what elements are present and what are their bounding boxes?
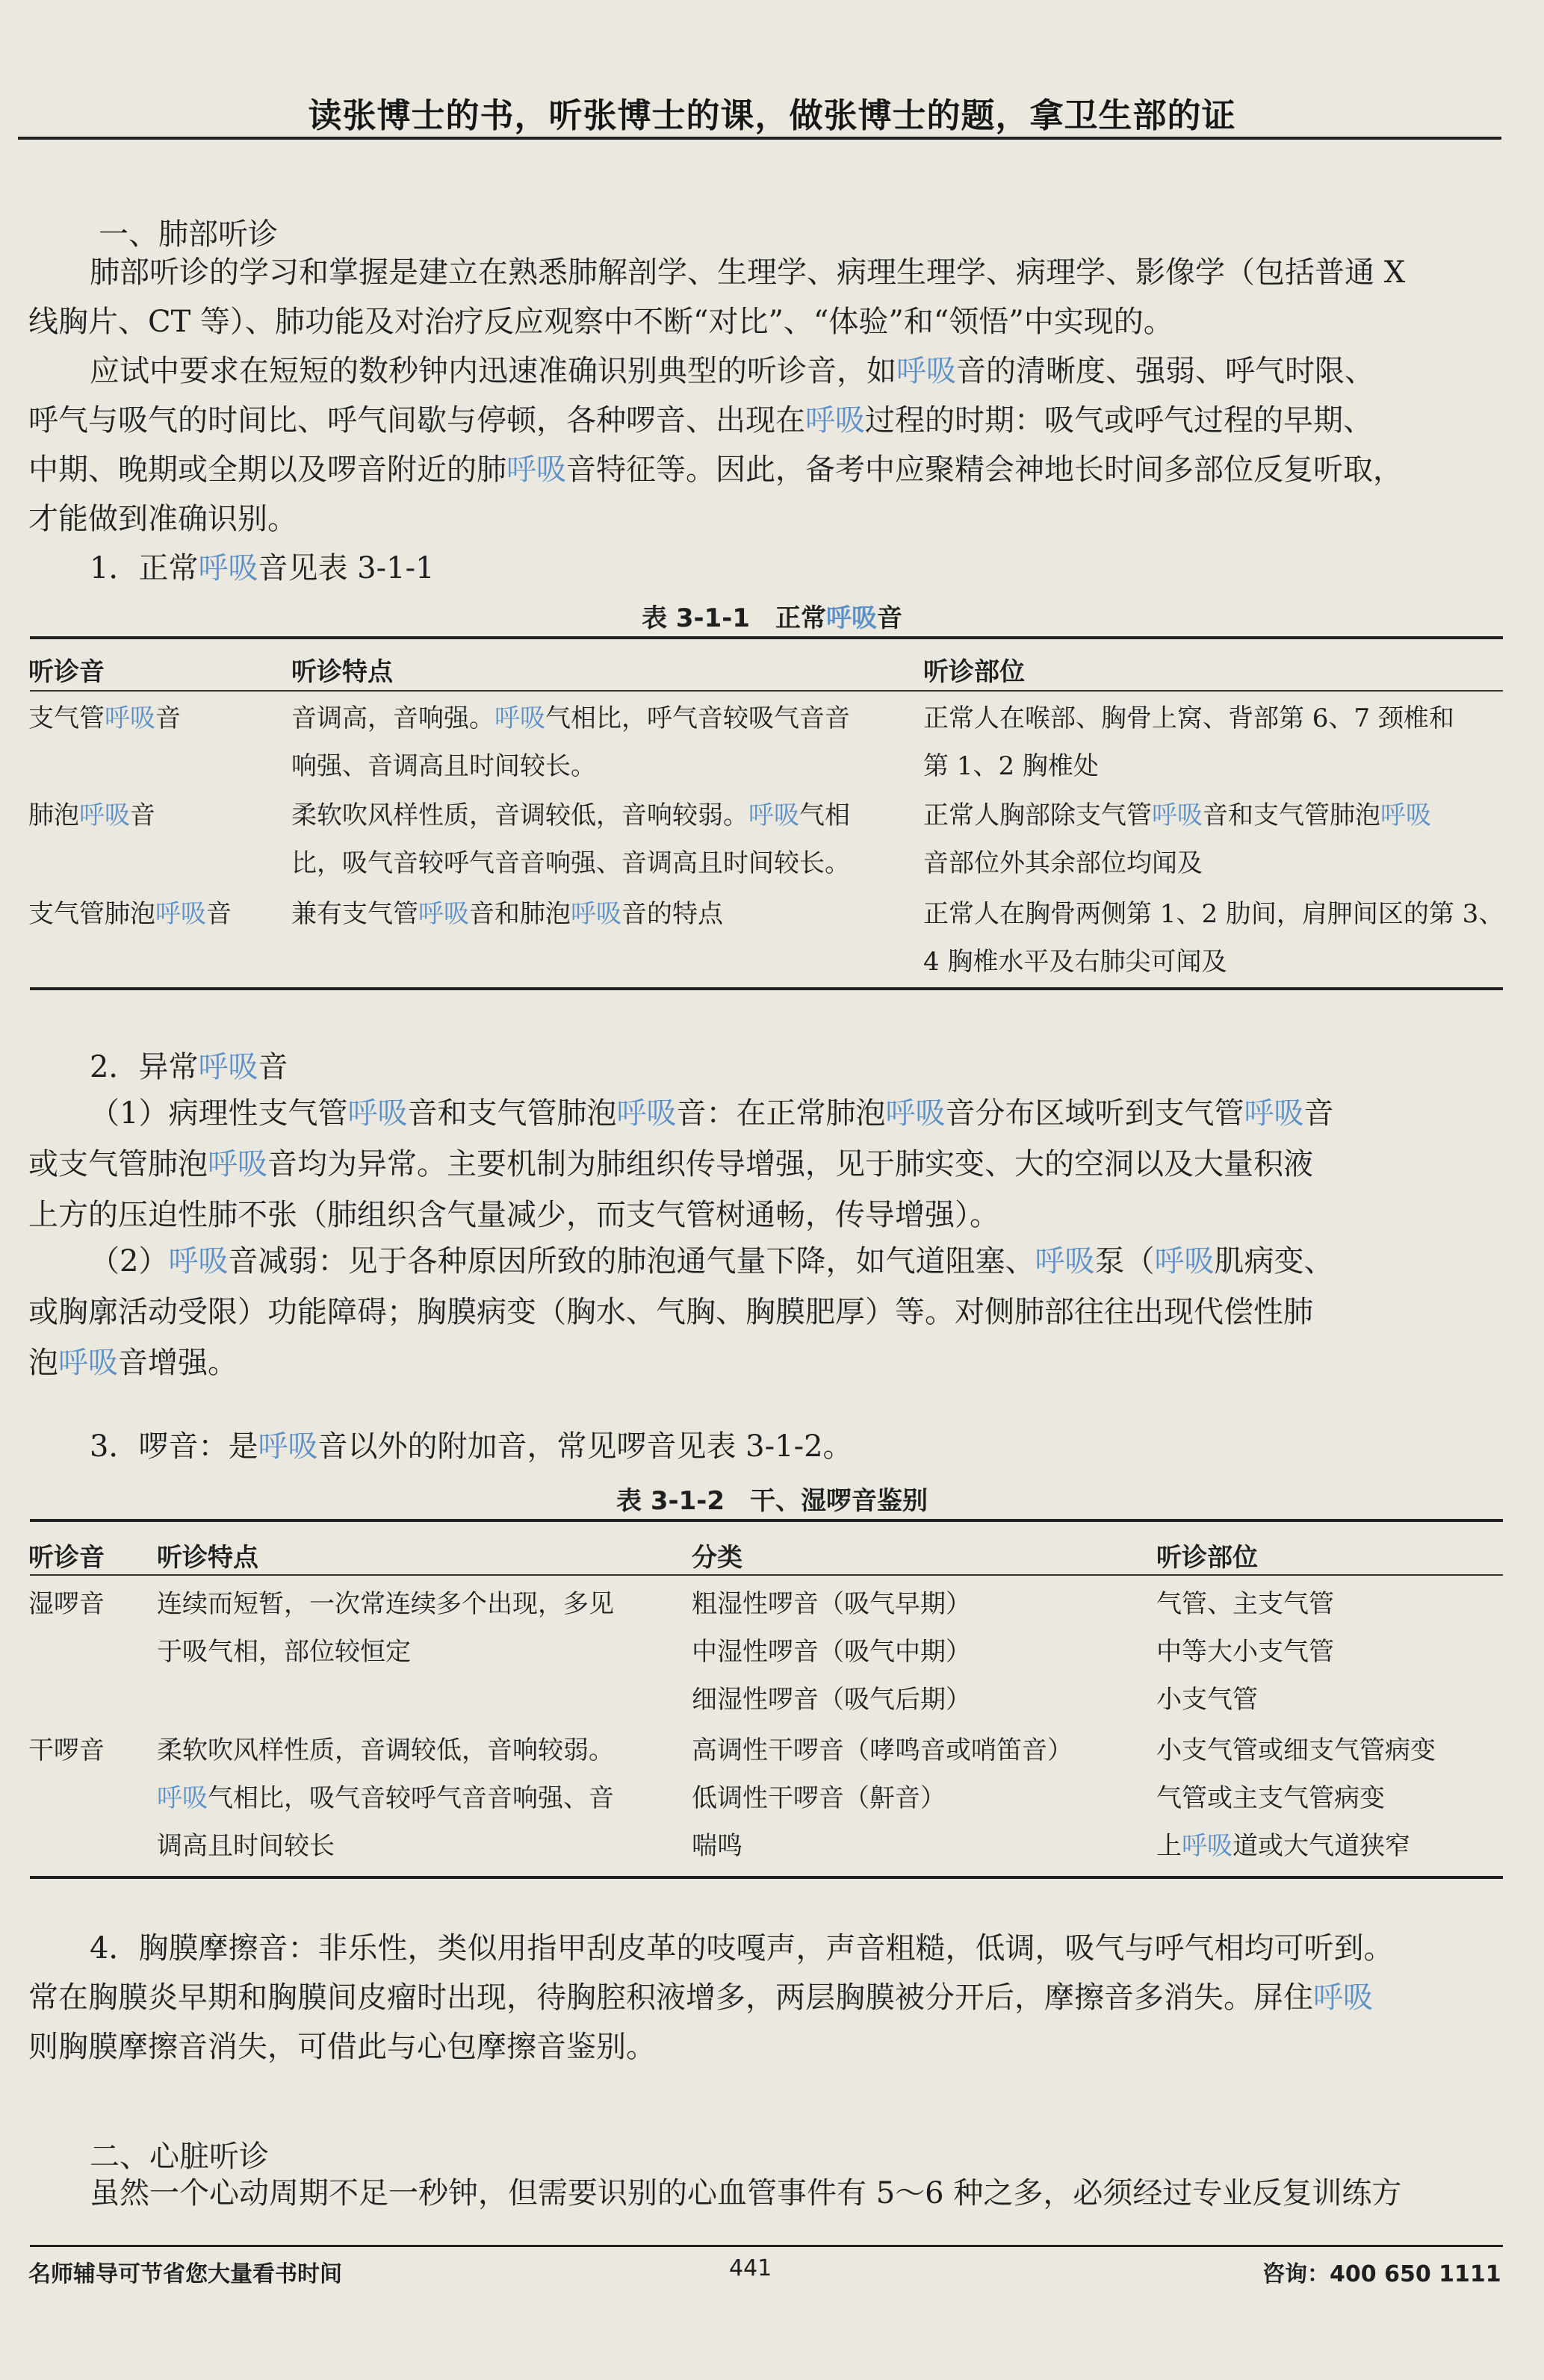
table-cell-location: 上呼吸道或大气道狭窄 (1156, 1831, 1410, 1861)
table-cell-location: 小支气管或细支气管病变 (1156, 1736, 1436, 1765)
table-header-cell: 分类 (692, 1543, 742, 1573)
table-header-cell: 听诊部位 (923, 657, 1025, 687)
table-cell-sound: 支气管呼吸音 (28, 703, 181, 733)
paragraph-line: 常在胸膜炎早期和胸膜间皮瘤时出现，待胸腔积液增多，两层胸膜被分开后，摩擦音多消失。屏住呼吸 (28, 1980, 1373, 2015)
page-header-title: 读张博士的书，听张博士的课，做张博士的题，拿卫生部的证 (308, 96, 1236, 135)
table-cell-type: 高调性干啰音（哮鸣音或哨笛音） (692, 1736, 1073, 1765)
table-top-rule (30, 636, 1503, 639)
subsection-heading-rales: 3．啰音：是呼吸音以外的附加音，常见啰音见表 3-1-2。 (90, 1429, 853, 1464)
table-cell-location: 正常人在胸骨两侧第 1、2 肋间，肩胛间区的第 3、 (923, 899, 1504, 929)
paragraph-line: 泡呼吸音增强。 (28, 1346, 238, 1380)
intro-line: 中期、晚期或全期以及啰音附近的肺呼吸音特征等。因此，备考中应聚精会神地长时间多部位反复听取， (28, 453, 1403, 487)
table-cell-location: 气管、主支气管 (1156, 1589, 1334, 1619)
table-cell-location: 正常人胸部除支气管呼吸音和支气管肺泡呼吸 (923, 801, 1431, 830)
footer-contact: 咨询：400 650 1111 (1262, 2261, 1501, 2287)
section-heading-lung: 一、肺部听诊 (99, 217, 278, 252)
table-bottom-rule (30, 1876, 1503, 1879)
header-rule (18, 137, 1501, 140)
table-cell-feature: 比，吸气音较呼气音音响强、音调高且时间较长。 (291, 848, 850, 878)
paragraph-line: 或支气管肺泡呼吸音均为异常。主要机制为肺组织传导增强，见于肺实变、大的空洞以及大量积液 (28, 1147, 1313, 1181)
table-caption: 表 3-1-1 正常呼吸音 (641, 603, 903, 633)
table-header-rule (30, 690, 1503, 692)
intro-line: 才能做到准确识别。 (28, 502, 297, 536)
paragraph-line: （2）呼吸音减弱：见于各种原因所致的肺泡通气量下降，如气道阻塞、呼吸泵（呼吸肌病变、 (90, 1244, 1334, 1278)
paragraph-line: 4．胸膜摩擦音：非乐性，类似用指甲刮皮革的吱嘎声，声音粗糙，低调，吸气与呼气相均可听到。 (90, 1931, 1394, 1966)
intro-line: 呼气与吸气的时间比、呼气间歇与停顿，各种啰音、出现在呼吸过程的时期：吸气或呼气过程的早期、 (28, 403, 1373, 438)
table-cell-feature: 呼吸气相比，吸气音较呼气音音响强、音 (157, 1783, 614, 1813)
table-header-rule (30, 1574, 1503, 1576)
table-cell-feature: 兼有支气管呼吸音和肺泡呼吸音的特点 (291, 899, 723, 929)
paragraph-line: 虽然一个心动周期不足一秒钟，但需要识别的心血管事件有 5～6 种之多，必须经过专业反复训练方 (90, 2176, 1402, 2210)
table-top-rule (30, 1519, 1503, 1522)
intro-line: 线胸片、CT 等）、肺功能及对治疗反应观察中不断“对比”、“体验”和“领悟”中实现的。 (28, 305, 1173, 339)
table-cell-location: 正常人在喉部、胸骨上窝、背部第 6、7 颈椎和 (923, 703, 1454, 733)
table-cell-sound: 干啰音 (28, 1736, 105, 1765)
table-cell-sound: 湿啰音 (28, 1589, 105, 1619)
intro-line: 应试中要求在短短的数秒钟内迅速准确识别典型的听诊音，如呼吸音的清晰度、强弱、呼气时限、 (90, 354, 1374, 388)
paragraph-line: 则胸膜摩擦音消失，可借此与心包摩擦音鉴别。 (28, 2030, 656, 2064)
section-heading-heart: 二、心脏听诊 (90, 2140, 269, 2174)
table-cell-sound: 支气管肺泡呼吸音 (28, 899, 232, 929)
table-cell-type: 低调性干啰音（鼾音） (692, 1783, 946, 1813)
table-cell-type: 细湿性啰音（吸气后期） (692, 1685, 971, 1715)
table-header-cell: 听诊特点 (157, 1543, 258, 1573)
table-cell-location: 音部位外其余部位均闻及 (923, 848, 1203, 878)
table-cell-location: 4 胸椎水平及右肺尖可闻及 (923, 947, 1227, 977)
paragraph-line: 或胸廓活动受限）功能障碍；胸膜病变（胸水、气胸、胸膜肥厚）等。对侧肺部往往出现代偿性肺 (28, 1295, 1313, 1329)
table-cell-feature: 柔软吹风样性质，音调较低，音响较弱。呼吸气相 (291, 801, 850, 830)
table-cell-type: 喘鸣 (692, 1831, 742, 1861)
table-cell-feature: 调高且时间较长 (157, 1831, 335, 1861)
subsection-heading-normal: 1．正常呼吸音见表 3-1-1 (90, 551, 435, 585)
table-cell-location: 中等大小支气管 (1156, 1637, 1334, 1667)
table-cell-sound: 肺泡呼吸音 (28, 801, 155, 830)
table-cell-type: 粗湿性啰音（吸气早期） (692, 1589, 971, 1619)
table-cell-feature: 音调高，音响强。呼吸气相比，呼气音较吸气音音 (291, 703, 850, 733)
table-header-cell: 听诊特点 (291, 657, 393, 687)
paragraph-line: 上方的压迫性肺不张（肺组织含气量减少，而支气管树通畅，传导增强）。 (28, 1198, 999, 1232)
table-header-cell: 听诊部位 (1156, 1543, 1258, 1573)
subsection-heading-abnormal: 2．异常呼吸音 (90, 1050, 288, 1084)
page-number: 441 (729, 2255, 772, 2281)
table-bottom-rule (30, 987, 1503, 990)
table-cell-type: 中湿性啰音（吸气中期） (692, 1637, 971, 1667)
table-cell-location: 小支气管 (1156, 1685, 1258, 1715)
table-header-cell: 听诊音 (28, 1543, 105, 1573)
table-cell-feature: 响强、音调高且时间较长。 (291, 751, 596, 781)
footer-slogan: 名师辅导可节省您大量看书时间 (28, 2261, 342, 2287)
table-caption: 表 3-1-2 干、湿啰音鉴别 (616, 1486, 928, 1516)
table-cell-feature: 连续而短暂，一次常连续多个出现，多见 (157, 1589, 614, 1619)
paragraph-line: （1）病理性支气管呼吸音和支气管肺泡呼吸音：在正常肺泡呼吸音分布区域听到支气管呼吸音 (90, 1096, 1334, 1131)
footer-rule (30, 2245, 1503, 2247)
table-cell-feature: 柔软吹风样性质，音调较低，音响较弱。 (157, 1736, 614, 1765)
intro-line: 肺部听诊的学习和掌握是建立在熟悉肺解剖学、生理学、病理生理学、病理学、影像学（包括普通 X (90, 255, 1406, 290)
table-cell-location: 第 1、2 胸椎处 (923, 751, 1099, 781)
table-cell-feature: 于吸气相，部位较恒定 (157, 1637, 411, 1667)
table-header-cell: 听诊音 (28, 657, 105, 687)
table-cell-location: 气管或主支气管病变 (1156, 1783, 1385, 1813)
